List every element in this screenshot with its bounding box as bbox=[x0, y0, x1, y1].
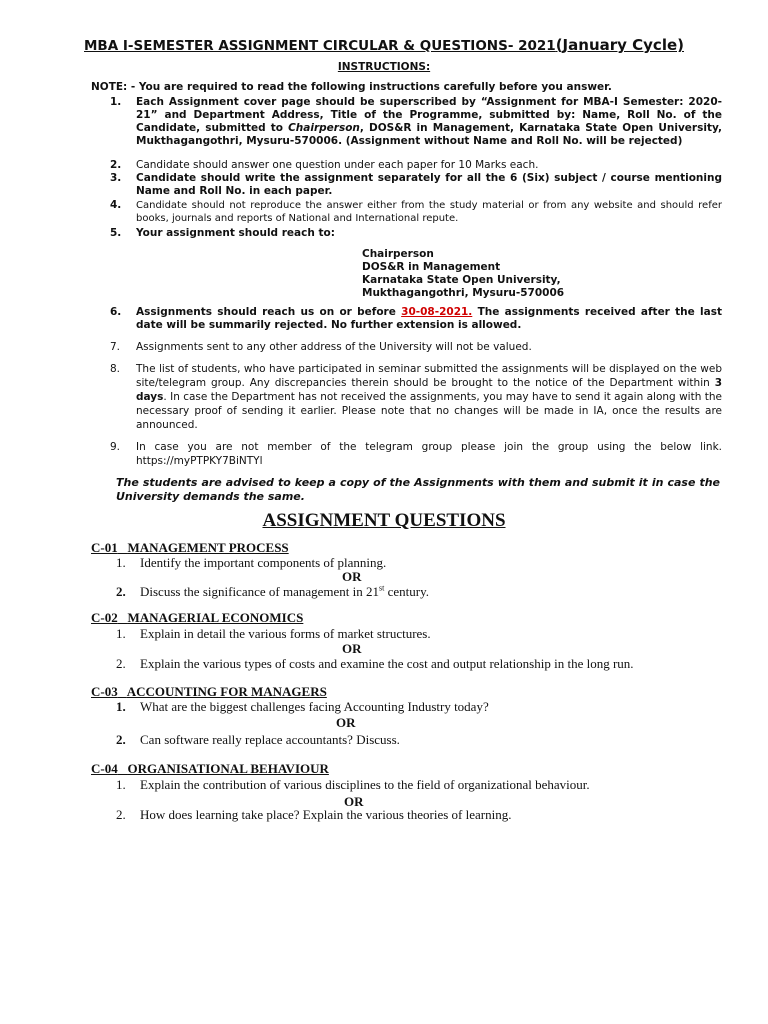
item-text: Your assignment should reach to: bbox=[136, 227, 335, 239]
instruction-item-9 bbox=[110, 440, 722, 468]
title-main: MBA I-SEMESTER ASSIGNMENT CIRCULAR & QUESTIONS- 2021 bbox=[84, 38, 556, 54]
course-name: MANAGEMENT PROCESS bbox=[127, 540, 289, 555]
or-separator: OR bbox=[344, 794, 364, 809]
item-text: In case you are not member of the telegram group please join the group using the below link. https://myPTPKY7BiNTYl bbox=[136, 441, 722, 467]
note-line: NOTE: - You are required to read the following instructions carefully before you answer. bbox=[91, 81, 612, 93]
item-number: 1. bbox=[110, 96, 122, 108]
questions-heading: ASSIGNMENT QUESTIONS bbox=[262, 510, 506, 531]
question-text: What are the biggest challenges facing Accounting Industry today? bbox=[140, 699, 489, 714]
question-number: 2. bbox=[116, 584, 126, 600]
address-line: Mukthagangothri, Mysuru-570006 bbox=[362, 287, 565, 299]
item-text-continued: . In case the Department has not received the assignments, you may have to send it again along with the necessary proof of sending it earlier. Please note that no changes will be made in IA, once the results are announced. bbox=[136, 391, 722, 431]
course-name: ACCOUNTING FOR MANAGERS bbox=[126, 684, 327, 699]
page-title bbox=[0, 36, 768, 54]
question-c03-2 bbox=[116, 732, 400, 748]
question-number: 1. bbox=[116, 699, 126, 714]
question-number: 2. bbox=[116, 732, 126, 747]
item-number: 3. bbox=[110, 172, 122, 184]
course-heading-c03 bbox=[91, 684, 327, 700]
course-code: C-04 bbox=[91, 761, 118, 776]
item-text: Each Assignment cover page should be superscribed by “Assignment for MBA-I Semester: 2020-21” and Department Address, Title of the Programme, submitted by: Name, Roll No. of the Candidate, submitted to bbox=[136, 96, 722, 134]
question-c02-2 bbox=[116, 656, 634, 672]
item-number: 9. bbox=[110, 441, 121, 453]
question-number: 1. bbox=[116, 626, 126, 641]
instruction-item-1 bbox=[110, 96, 722, 148]
deadline-date: 30-08-2021. bbox=[401, 306, 473, 318]
item-text-continued: , DOS&R in Management, Karnataka State Open University, Mukthagangothri, Mysuru-570006. (Assignment without Name and Roll No. will be rejected) bbox=[136, 122, 722, 147]
course-heading-c02 bbox=[91, 610, 303, 626]
instruction-item-5 bbox=[110, 227, 722, 240]
advice-note: The students are advised to keep a copy of the Assignments with them and submit it in case the University demands the same. bbox=[116, 476, 720, 503]
instruction-item-6 bbox=[110, 306, 722, 332]
item-number: 4. bbox=[110, 199, 122, 211]
item-number: 7. bbox=[110, 341, 121, 353]
question-text: Identify the important components of planning. bbox=[140, 555, 387, 570]
item-text-continued: The assignments received after the last date will be summarily rejected. No further extension is allowed. bbox=[136, 306, 722, 331]
item-text: Candidate should write the assignment separately for all the 6 (Six) subject / course mentioning Name and Roll No. in each paper. bbox=[136, 172, 722, 197]
question-text-continued: century. bbox=[384, 584, 429, 600]
item-number: 8. bbox=[110, 363, 121, 375]
course-code: C-02 bbox=[91, 610, 118, 625]
question-c04-2 bbox=[116, 807, 511, 823]
title-cycle: (January Cycle) bbox=[555, 36, 684, 54]
item-number: 5. bbox=[110, 227, 122, 239]
question-c01-2 bbox=[116, 584, 429, 600]
instruction-item-3 bbox=[110, 172, 722, 198]
question-number: 2. bbox=[116, 656, 126, 671]
instruction-item-8 bbox=[110, 362, 722, 432]
item-number: 6. bbox=[110, 306, 122, 318]
or-separator: OR bbox=[342, 569, 362, 584]
item-text: Candidate should not reproduce the answer either from the study material or from any website and should refer books, journals and reports of National and International repute. bbox=[136, 200, 722, 224]
question-c02-1 bbox=[116, 626, 431, 642]
instruction-item-2 bbox=[110, 159, 722, 172]
item-text: The list of students, who have participated in seminar submitted the assignments will be displayed on the web site/telegram group. Any discrepancies therein should be brought to the notice of the Department within bbox=[136, 363, 722, 389]
question-text: Explain in detail the various forms of market structures. bbox=[140, 626, 431, 641]
course-name: ORGANISATIONAL BEHAVIOUR bbox=[127, 761, 329, 776]
question-text: Discuss the significance of management in 21 bbox=[140, 584, 379, 600]
address-line: Karnataka State Open University, bbox=[362, 274, 561, 286]
address-line: Chairperson bbox=[362, 248, 434, 260]
address-line: DOS&R in Management bbox=[362, 261, 501, 273]
course-code: C-03 bbox=[91, 684, 118, 699]
item-number: 2. bbox=[110, 159, 122, 171]
instructions-heading: INSTRUCTIONS: bbox=[337, 61, 431, 73]
question-text: Can software really replace accountants? Discuss. bbox=[140, 732, 400, 747]
course-heading-c04 bbox=[91, 761, 329, 777]
or-separator: OR bbox=[342, 641, 362, 656]
question-number: 1. bbox=[116, 777, 126, 792]
superscript: st bbox=[379, 584, 385, 593]
instruction-item-7 bbox=[110, 341, 722, 354]
question-text: Explain the contribution of various disciplines to the field of organizational behaviour. bbox=[140, 777, 590, 792]
course-name: MANAGERIAL ECONOMICS bbox=[127, 610, 304, 625]
item-text: Assignments sent to any other address of the University will not be valued. bbox=[136, 341, 532, 353]
question-text: How does learning take place? Explain the various theories of learning. bbox=[140, 807, 512, 822]
instruction-item-4 bbox=[110, 199, 722, 225]
item-italic: Chairperson bbox=[288, 122, 360, 134]
question-number: 1. bbox=[116, 555, 126, 570]
course-heading-c01 bbox=[91, 540, 289, 556]
item-text: Assignments should reach us on or before bbox=[136, 306, 402, 318]
mailing-address bbox=[362, 248, 564, 300]
question-text: Explain the various types of costs and examine the cost and output relationship in the long run. bbox=[140, 656, 634, 671]
item-bold-text: 3 days bbox=[136, 377, 722, 403]
course-code: C-01 bbox=[91, 540, 118, 555]
or-separator: OR bbox=[336, 715, 356, 730]
item-text: Candidate should answer one question under each paper for 10 Marks each. bbox=[136, 159, 539, 171]
question-c03-1 bbox=[116, 699, 489, 715]
question-c04-1 bbox=[116, 777, 590, 793]
question-number: 2. bbox=[116, 807, 126, 822]
